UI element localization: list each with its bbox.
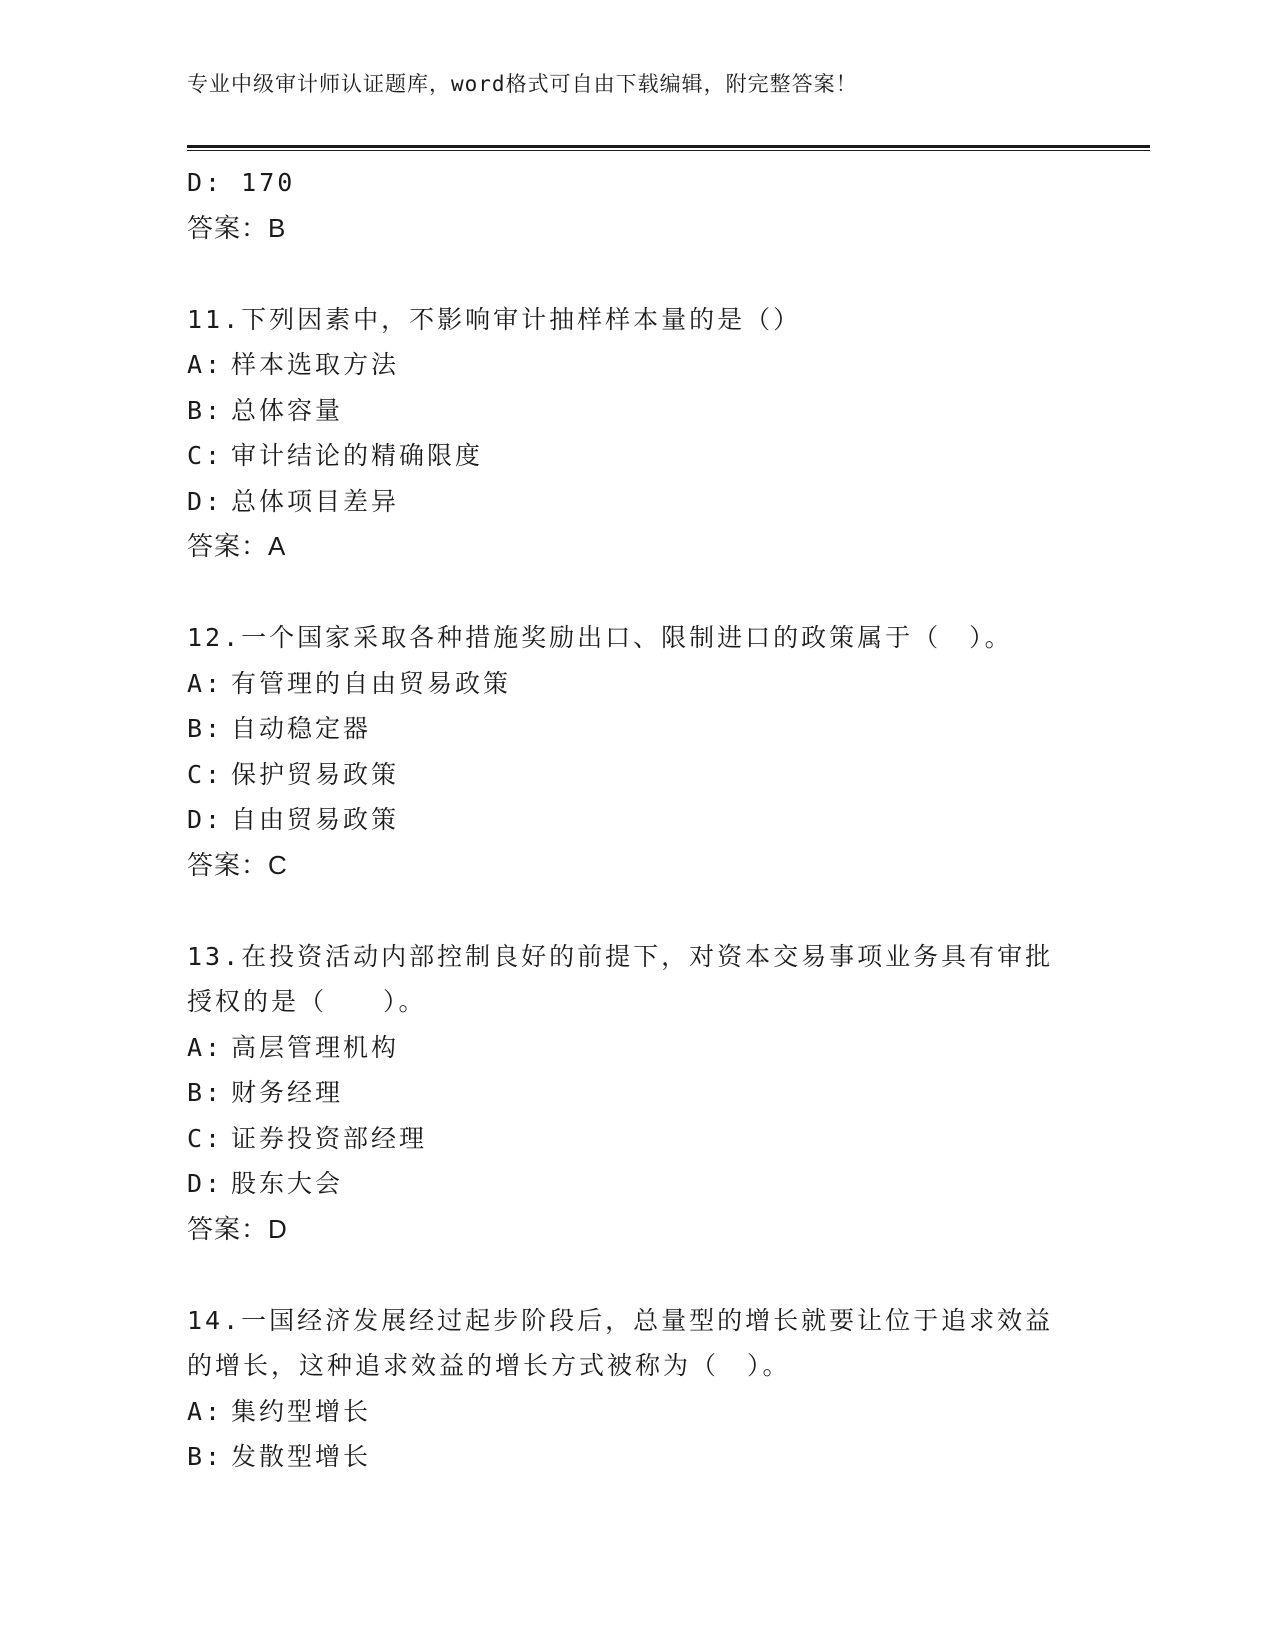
option-label: A: xyxy=(187,1396,224,1426)
header-rule-thick xyxy=(187,145,1150,148)
option-text: 财务经理 xyxy=(231,1078,344,1107)
question-stem-line-1: 14.一国经济发展经过起步阶段后，总量型的增长就要让位于追求效益 xyxy=(187,1305,1054,1335)
option-text: 审计结论的精确限度 xyxy=(231,441,484,470)
prev-option-d: D: 170 xyxy=(187,168,296,197)
spacer xyxy=(187,251,1087,297)
option-text: 总体项目差异 xyxy=(231,486,400,516)
header-rule-thin xyxy=(187,150,1150,151)
spacer xyxy=(187,1252,1087,1298)
question-11 xyxy=(187,297,1087,570)
option-text: 总体容量 xyxy=(231,395,344,425)
option-text: 高层管理机构 xyxy=(231,1032,400,1062)
option-b xyxy=(187,1070,1087,1116)
option-a xyxy=(187,342,1087,388)
question-content xyxy=(187,160,1087,1480)
spacer xyxy=(187,888,1087,934)
question-stem-line-2: 的增长，这种追求效益的增长方式被称为（ ）。 xyxy=(187,1351,791,1380)
option-text: 自动稳定器 xyxy=(231,714,372,743)
option-text: 有管理的自由贸易政策 xyxy=(231,668,512,698)
option-text: 证券投资部经理 xyxy=(231,1123,428,1153)
option-label: D: xyxy=(187,805,224,834)
option-label: B: xyxy=(187,395,224,425)
question-14 xyxy=(187,1298,1087,1480)
question-stem: 12.一个国家采取各种措施奖励出口、限制进口的政策属于（ ）。 xyxy=(187,623,1013,652)
option-a xyxy=(187,1389,1087,1435)
option-label: B: xyxy=(187,1078,224,1107)
option-text: 发散型增长 xyxy=(231,1442,372,1471)
answer: 答案：A xyxy=(187,531,287,561)
option-d xyxy=(187,479,1087,525)
option-c xyxy=(187,752,1087,798)
question-13 xyxy=(187,934,1087,1253)
option-b xyxy=(187,706,1087,752)
option-a xyxy=(187,661,1087,707)
option-label: A: xyxy=(187,1032,224,1062)
option-c xyxy=(187,433,1087,479)
prev-answer: 答案：B xyxy=(187,212,287,243)
option-a xyxy=(187,1025,1087,1071)
option-c xyxy=(187,1116,1087,1162)
option-text: 自由贸易政策 xyxy=(231,805,400,834)
question-stem-line-1: 13.在投资活动内部控制良好的前提下，对资本交易事项业务具有审批 xyxy=(187,941,1054,971)
question-12 xyxy=(187,615,1087,888)
option-d xyxy=(187,1161,1087,1207)
question-stem: 11.下列因素中，不影响审计抽样样本量的是（） xyxy=(187,304,802,334)
option-b xyxy=(187,1434,1087,1480)
option-label: B: xyxy=(187,714,224,743)
option-text: 样本选取方法 xyxy=(231,350,400,379)
option-label: A: xyxy=(187,350,224,379)
option-label: A: xyxy=(187,668,224,698)
option-label: C: xyxy=(187,441,224,470)
option-d xyxy=(187,797,1087,843)
option-label: C: xyxy=(187,759,224,789)
page-header: 专业中级审计师认证题库，word格式可自由下载编辑，附完整答案！ xyxy=(187,72,858,96)
spacer xyxy=(187,570,1087,616)
option-label: B: xyxy=(187,1442,224,1471)
option-text: 保护贸易政策 xyxy=(231,759,400,789)
option-text: 集约型增长 xyxy=(231,1396,372,1426)
option-label: D: xyxy=(187,1169,224,1198)
option-text: 股东大会 xyxy=(231,1169,344,1198)
option-b xyxy=(187,388,1087,434)
answer: 答案：C xyxy=(187,849,288,880)
option-label: D: xyxy=(187,486,224,516)
option-label: C: xyxy=(187,1123,224,1153)
answer: 答案：D xyxy=(187,1213,288,1244)
question-stem-line-2: 授权的是（ ）。 xyxy=(187,987,427,1016)
